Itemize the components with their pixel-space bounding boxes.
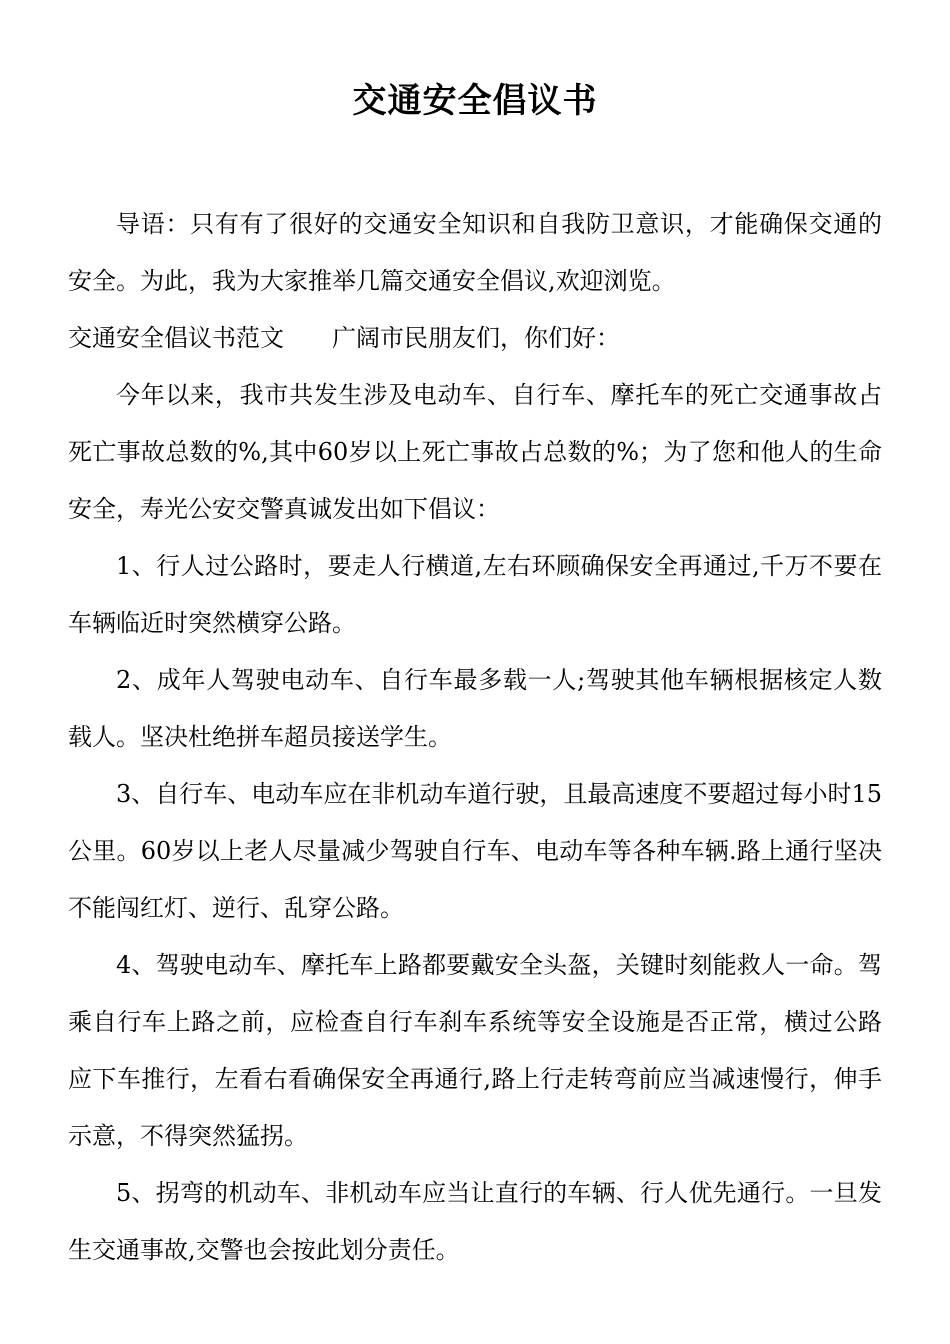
greeting: 广阔市民朋友们，你们好： — [332, 324, 620, 352]
body-paragraph: 今年以来，我市共发生涉及电动车、自行车、摩托车的死亡交通事故占死亡事故总数的%,其中60岁以上死亡事故占总数的%；为了您和他人的生命安全，寿光公安交警真诚发出如下倡议： — [68, 381, 882, 523]
document-title: 交通安全倡议书 — [352, 81, 598, 121]
proposal-item-3: 3、自行车、电动车应在非机动车道行驶，且最高速度不要超过每小时15公里。60岁以上老人尽量减少驾驶自行车、电动车等各种车辆.路上通行坚决不能闯红灯、逆行、乱穿公路。 — [68, 780, 882, 922]
proposal-item-5: 5、拐弯的机动车、非机动车应当让直行的车辆、行人优先通行。一旦发生交通事故,交警也会按此划分责任。 — [68, 1179, 882, 1264]
section-heading-line — [68, 310, 882, 367]
document-body — [68, 196, 882, 1279]
proposal-item-4: 4、驾驶电动车、摩托车上路都要戴安全头盔，关键时刻能救人一命。驾乘自行车上路之前，应检查自行车刹车系统等安全设施是否正常，横过公路应下车推行，左看右看确保安全再通行,路上行走转弯前应当减速慢行，伸手示意，不得突然猛拐。 — [68, 951, 882, 1150]
section-heading: 交通安全倡议书范文 — [68, 324, 284, 352]
proposal-item-2: 2、成年人驾驶电动车、自行车最多载一人;驾驶其他车辆根据核定人数载人。坚决杜绝拼车超员接送学生。 — [68, 666, 882, 751]
document-page — [68, 74, 882, 1279]
intro-paragraph: 导语：只有有了很好的交通安全知识和自我防卫意识，才能确保交通的安全。为此，我为大家推举几篇交通安全倡议,欢迎浏览。 — [68, 210, 882, 295]
proposal-item-1: 1、行人过公路时，要走人行横道,左右环顾确保安全再通过,千万不要在车辆临近时突然横穿公路。 — [68, 552, 882, 637]
